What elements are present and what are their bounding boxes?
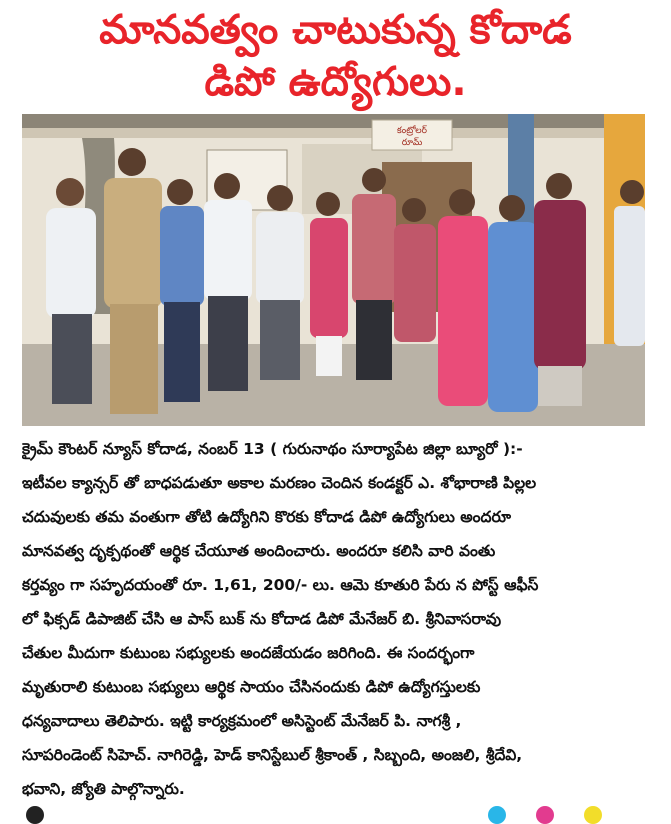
article-line: కర్తవ్యం గా సహృదయంతో రూ. 1,61, 200/- లు. ఆమె కూతురి పేరు న పోస్ట్ ఆఫీస్ (22, 576, 539, 594)
print-registration-marks (0, 806, 671, 816)
headline (0, 0, 671, 108)
registration-dot-cyan (488, 806, 506, 824)
registration-dot-magenta (536, 806, 554, 824)
article-line: క్రైమ్ కౌంటర్ న్యూస్ కోదాడ, నంబర్ 13 ( గురునాథం సూర్యాపేట జిల్లా బ్యూరో ):- (22, 440, 523, 458)
svg-text:రూమ్: రూమ్ (401, 138, 423, 148)
article-body (22, 432, 652, 806)
photo-illustration (22, 114, 645, 426)
registration-dot-black (26, 806, 44, 824)
article-line: భవాని, జ్యోతి పాల్గొన్నారు. (22, 780, 185, 798)
article-line: ఇటీవల క్యాన్సర్ తో బాధపడుతూ అకాల మరణం చెందిన కండక్టర్ ఎ. శోభారాణి పిల్లల (22, 474, 537, 492)
registration-dot-yellow (584, 806, 602, 824)
article-line: సూపరిండెంట్ సిహెచ్. నాగిరెడ్డి, హెడ్ కానిస్టేబుల్ శ్రీకాంత్ , సిబ్బంది, అంజలి, శ్రీదేవి, (22, 746, 523, 764)
article-line: చదువులకు తమ వంతుగా తోటి ఉద్యోగిని కొరకు కోదాడ డిపో ఉద్యోగులు అందరూ (22, 508, 512, 526)
article-line: మానవత్వ దృక్పథంతో ఆర్థిక చేయూత అందించారు. అందరూ కలిసి వారి వంతు (22, 542, 496, 560)
article-line: ధన్యవాదాలు తెలిపారు. ఇట్టి కార్యక్రమంలో అసిస్టెంట్ మేనేజర్ పి. నాగశ్రీ , (22, 712, 462, 730)
article-line: లో ఫిక్సడ్ డిపాజిట్ చేసి ఆ పాస్ బుక్ ను కోదాడ డిపో మేనేజర్ బి. శ్రీనివాసరావు (22, 610, 502, 628)
article-line: చేతుల మీదుగా కుటుంబ సభ్యులకు అందజేయడం జరిగింది. ఈ సందర్భంగా (22, 644, 475, 662)
news-photo (22, 114, 645, 426)
article-line: మృతురాలి కుటుంబ సభ్యులు ఆర్థిక సాయం చేసినందుకు డిపో ఉద్యోగస్తులకు (22, 678, 481, 696)
headline-line-2: డిపో ఉద్యోగులు. (204, 59, 467, 105)
headline-line-1: మానవత్వం చాటుకున్న కోదాడ (99, 7, 572, 53)
sign-text: కంట్రోలర్ (396, 126, 428, 136)
